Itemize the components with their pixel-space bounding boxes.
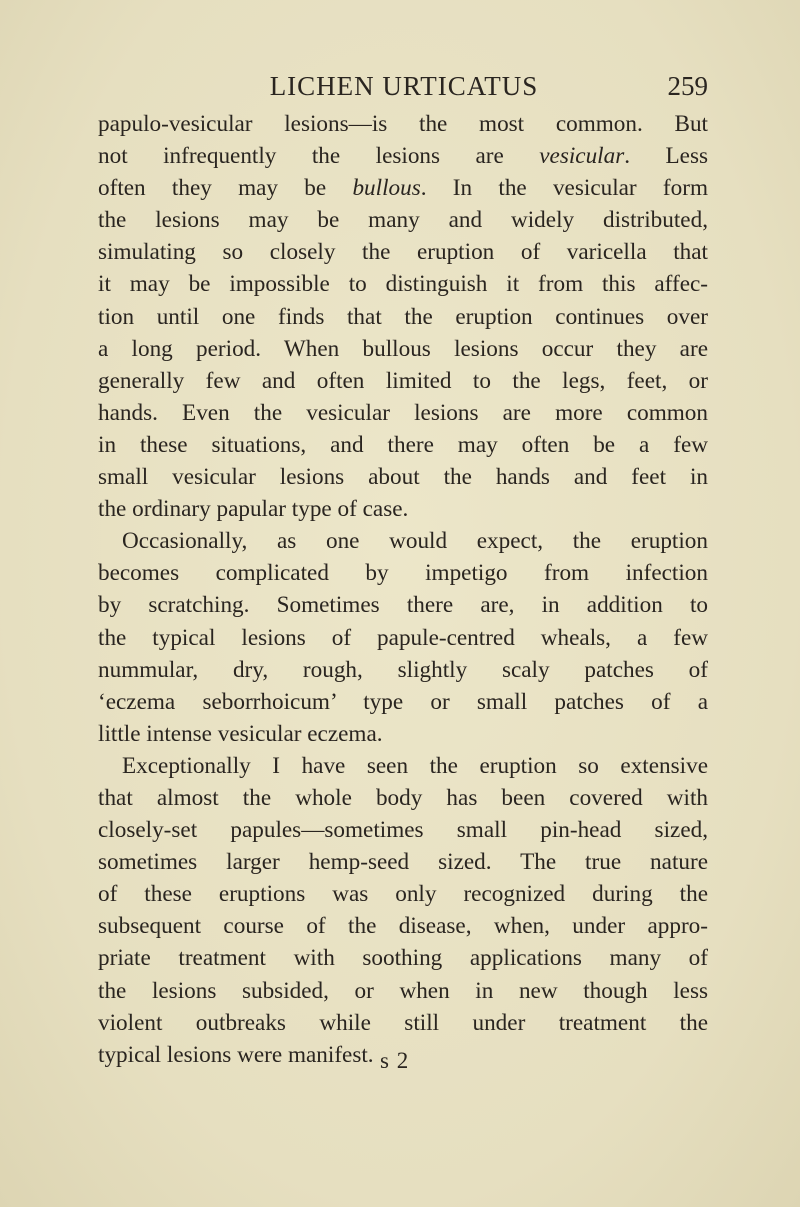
signature-mark: s 2 — [380, 1048, 410, 1073]
text-line: the typical lesions of papule-centred wheals, a few — [98, 624, 708, 651]
page-number: 259 — [667, 71, 708, 101]
text-line: ‘eczema seborrhoicum’ type or small patches of a — [98, 688, 708, 715]
text-line: subsequent course of the disease, when, under appro- — [98, 913, 708, 940]
text-line: the lesions subsided, or when in new though less — [98, 977, 708, 1004]
text-line: that almost the whole body has been covered with — [98, 784, 708, 811]
text-line: becomes complicated by impetigo from infection — [98, 560, 708, 587]
text-line: priate treatment with soothing applications many of — [98, 945, 708, 972]
body-text — [98, 108, 708, 1071]
paragraph — [98, 525, 708, 750]
text-line: it may be impossible to distinguish it from this affec- — [98, 271, 708, 298]
text-line: the lesions may be many and widely distributed, — [98, 207, 708, 234]
text-line: papulo-vesicular lesions—is the most common. But — [98, 111, 708, 137]
text-line: by scratching. Sometimes there are, in addition to — [98, 592, 708, 619]
text-line: Occasionally, as one would expect, the eruption — [122, 528, 708, 555]
text-line: generally few and often limited to the legs, feet, or — [98, 367, 708, 394]
text-line: often they may be bullous. In the vesicular form — [98, 175, 708, 202]
text-line: simulating so closely the eruption of varicella that — [98, 239, 708, 266]
text-line: violent outbreaks while still under treatment the — [98, 1009, 708, 1036]
text-line: Exceptionally I have seen the eruption so extensive — [122, 752, 708, 779]
text-line: the ordinary papular type of case. — [98, 496, 409, 523]
page-header — [100, 66, 708, 106]
paragraph — [98, 108, 708, 525]
text-line: closely-set papules—sometimes small pin-head sized, — [98, 817, 708, 844]
text-line: tion until one finds that the eruption continues over — [98, 303, 708, 330]
text-line: nummular, dry, rough, slightly scaly patches of — [98, 656, 708, 683]
text-line: of these eruptions was only recognized during the — [98, 881, 708, 908]
text-line: not infrequently the lesions are vesicular. Less — [98, 143, 708, 170]
running-title: LICHEN URTICATUS — [269, 71, 539, 101]
paragraph — [98, 750, 708, 1071]
text-line: small vesicular lesions about the hands and feet in — [98, 464, 708, 491]
text-line: sometimes larger hemp-seed sized. The true nature — [98, 849, 708, 876]
text-line: little intense vesicular eczema. — [98, 720, 383, 747]
text-line: a long period. When bullous lesions occur they are — [98, 335, 708, 362]
text-line: in these situations, and there may often be a few — [98, 431, 708, 458]
text-line: typical lesions were manifest. — [98, 1041, 374, 1068]
text-line: hands. Even the vesicular lesions are more common — [98, 399, 708, 426]
